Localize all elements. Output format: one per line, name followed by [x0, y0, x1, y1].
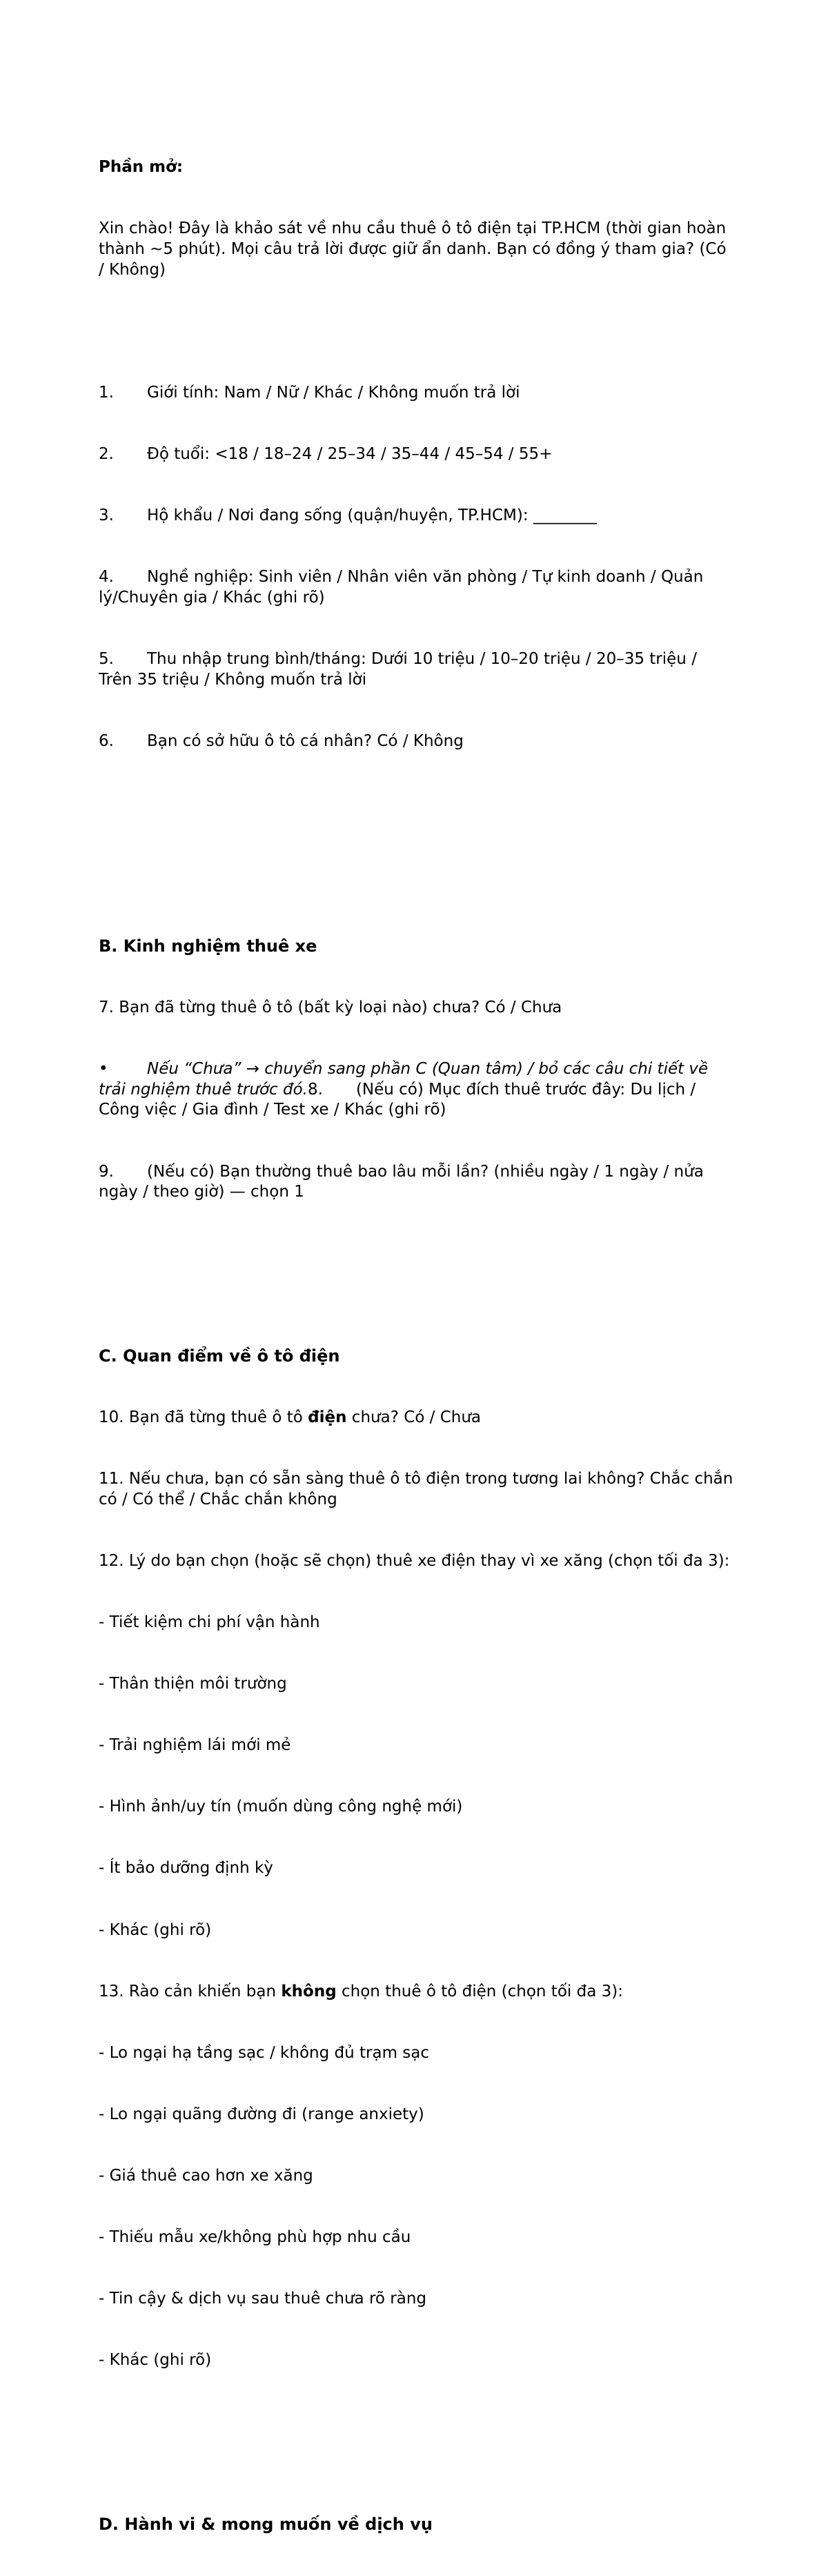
question-11: 11. Nếu chưa, bạn có sẵn sàng thuê ô tô điện trong tương lai không? Chắc chắn có / Có thể / Chắc chắn không	[99, 1470, 738, 1508]
q13-option: - Khác (ghi rõ)	[99, 2351, 212, 2370]
question-number: 4.	[99, 568, 114, 587]
question-12: 12. Lý do bạn chọn (hoặc sẽ chọn) thuê xe điện thay vì xe xăng (chọn tối đa 3):	[99, 1551, 730, 1570]
q12-option: - Trải nghiệm lái mới mẻ	[99, 1736, 291, 1755]
intro-text: Xin chào! Đây là khảo sát về nhu cầu thuê ô tô điện tại TP.HCM (thời gian hoàn thành ~5 phút). Mọi câu trả lời được giữ ẩn danh. Bạn có đồng ý tham gia? (Có / Không)	[99, 219, 731, 279]
intro-question-2	[99, 444, 733, 465]
question-13-text: 13. Rào cản khiến bạn	[99, 1982, 282, 2000]
question-10	[99, 1408, 733, 1428]
question-number: 5.	[99, 649, 114, 668]
question-number: 6.	[99, 731, 114, 750]
question-number: 3.	[99, 507, 114, 525]
question-10-text-end: chưa? Có / Chưa	[346, 1408, 482, 1426]
q13-option: - Thiếu mẫu xe/không phù hợp nhu cầu	[99, 2228, 411, 2247]
spacer	[99, 2432, 733, 2453]
question-9: (Nếu có) Bạn thường thuê bao lâu mỗi lần? (nhiều ngày / 1 ngày / nửa ngày / theo giờ) — chọn 1	[99, 1162, 709, 1201]
section-d-heading: D. Hành vi & mong muốn về dịch vụ	[99, 2514, 433, 2534]
question-13	[99, 1982, 733, 2003]
q12-option: - Thân thiện môi trường	[99, 1675, 287, 1693]
skip-note: Nếu “Chưa” → chuyển sang phần C (Quan tâm) / bỏ các câu chi tiết về trải nghiệm thuê trước đó.	[99, 1060, 713, 1099]
question-8-number: 8.	[307, 1080, 323, 1099]
question-10-emphasis: điện	[308, 1408, 347, 1426]
section-c-heading: C. Quan điểm về ô tô điện	[99, 1346, 340, 1366]
question-number: 2.	[99, 444, 114, 463]
question-13-text-end: chọn thuê ô tô điện (chọn tối đa 3):	[336, 1982, 623, 2000]
question-13-emphasis: không	[281, 1982, 337, 2000]
intro-question-5	[99, 649, 733, 690]
intro-question-3	[99, 506, 733, 527]
question-number: 1.	[99, 383, 114, 402]
question-text: Độ tuổi: <18 / 18–24 / 25–34 / 35–44 / 45–54 / 55+	[147, 444, 553, 463]
intro-question-6	[99, 731, 733, 752]
q12-option: - Ít bảo dưỡng định kỳ	[99, 1859, 273, 1878]
question-8: (Nếu có) Mục đích thuê trước đây: Du lịch / Công việc / Gia đình / Test xe / Khác (ghi rõ)	[99, 1080, 701, 1119]
intro-heading: Phần mở:	[99, 158, 184, 177]
question-text: Hộ khẩu / Nơi đang sống (quận/huyện, TP.HCM): ________	[147, 507, 597, 525]
q12-option: - Hình ảnh/uy tín (muốn dùng công nghệ mới)	[99, 1798, 463, 1816]
intro-question-list	[99, 342, 733, 792]
question-number: 9.	[99, 1162, 114, 1181]
question-text: Bạn có sở hữu ô tô cá nhân? Có / Không	[147, 731, 464, 750]
question-10-text: 10. Bạn đã từng thuê ô tô	[99, 1408, 308, 1426]
skip-note-paragraph	[99, 1059, 733, 1121]
q12-option: - Khác (ghi rõ)	[99, 1920, 212, 1939]
question-7: 7. Bạn đã từng thuê ô tô (bất kỳ loại nào) chưa? Có / Chưa	[99, 998, 562, 1016]
question-text: Thu nhập trung bình/tháng: Dưới 10 triệu / 10–20 triệu / 20–35 triệu / Trên 35 triệu / Không muốn trả lời	[99, 649, 702, 689]
intro-question-4	[99, 567, 733, 608]
question-text: Giới tính: Nam / Nữ / Khác / Không muốn trả lời	[147, 383, 520, 402]
section-b-heading: B. Kinh nghiệm thuê xe	[99, 936, 317, 956]
q13-option: - Tin cậy & dịch vụ sau thuê chưa rõ ràng	[99, 2290, 427, 2308]
spacer	[99, 1264, 733, 1285]
q13-option: - Giá thuê cao hơn xe xăng	[99, 2166, 313, 2185]
q13-option: - Lo ngại quãng đường đi (range anxiety)	[99, 2105, 424, 2123]
bullet-icon: •	[99, 1060, 108, 1079]
q12-option: - Tiết kiệm chi phí vận hành	[99, 1613, 320, 1631]
intro-question-1	[99, 383, 733, 404]
spacer	[99, 854, 733, 875]
document-body	[99, 96, 738, 2576]
question-text: Nghề nghiệp: Sinh viên / Nhân viên văn phòng / Tự kinh doanh / Quản lý/Chuyên gia / Khác (ghi rõ)	[99, 568, 709, 607]
q13-option: - Lo ngại hạ tầng sạc / không đủ trạm sạc	[99, 2043, 430, 2062]
question-9-row	[99, 1162, 733, 1203]
